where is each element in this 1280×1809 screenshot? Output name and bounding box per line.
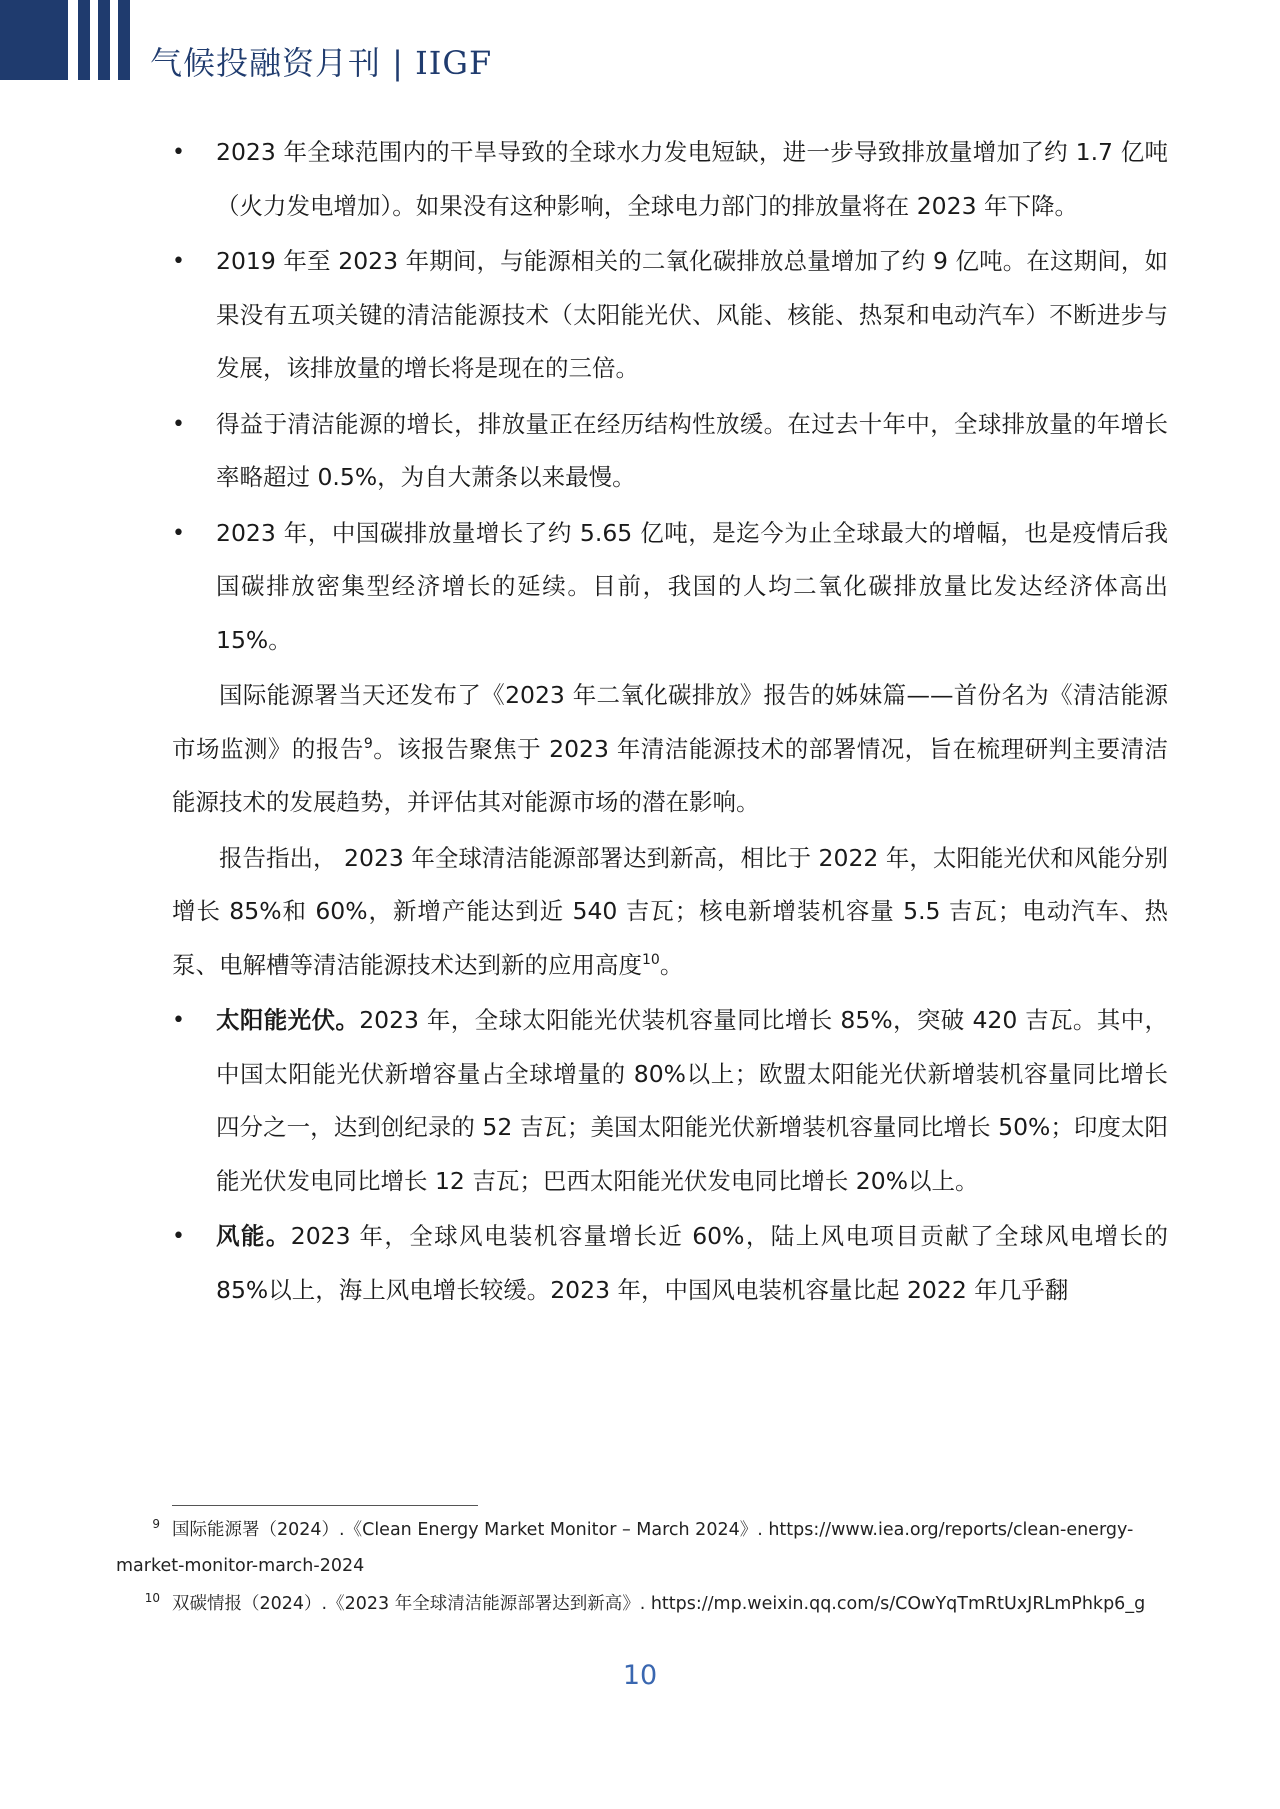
bullet-icon: • [172,1224,185,1249]
footnote: $^9$ 国际能源署（2024）.《Clean Energy Market Monitor – March 2024》. https://www.iea.org/reports/clean-energy-market-monitor-march-2024 [116,1517,1134,1576]
journal-title: 气候投融资月刊 | IIGF [150,44,493,82]
list-item: • 太阳能光伏。2023 年，全球太阳能光伏装机容量同比增长 85%，突破 420 吉瓦。其中，中国太阳能光伏新增容量占全球增量的 80%以上；欧盟太阳能光伏新增装机容量同比增长四分之一，达到创纪录的 52 吉瓦；美国太阳能光伏新增装机容量同比增长 50%；印度太阳能光伏发电同比增长 12 吉瓦；巴西太阳能光伏发电同比增长 20%以上。 [172,994,1168,1208]
bullet-icon: • [172,1008,185,1033]
footnote-ref[interactable]: 10 [642,951,660,968]
bullet-icon: • [172,411,185,437]
bullet-icon: • [172,249,185,274]
paragraph: 国际能源署当天还发布了《2023 年二氧化碳排放》报告的姊妹篇——首份名为《清洁能源市场监测》的报告$^9$。该报告聚焦于 2023 年清洁能源技术的部署情况，旨在梳理研判主要清洁能源技术的发展趋势，并评估其对能源市场的潜在影响。 [172,681,1169,816]
footnote-ref[interactable]: 9 [363,735,373,752]
list-item: • 风能。2023 年，全球风电装机容量增长近 60%，陆上风电项目贡献了全球风电增长的 85%以上，海上风电增长较缓。2023 年，中国风电装机容量比起 2022 年几乎翻 [172,1210,1168,1317]
bullet-icon: • [172,140,185,165]
paragraph: 报告指出， 2023 年全球清洁能源部署达到新高，相比于 2022 年，太阳能光伏和风能分别增长 85%和 60%，新增产能达到近 540 吉瓦；核电新增装机容量 5.5 吉瓦；电动汽车、热泵、电解槽等清洁能源技术达到新的应用高度$^{10}$。 [172,843,1168,979]
list-item: • 2023 年，中国碳排放量增长了约 5.65 亿吨，是迄今为止全球最大的增幅，也是疫情后我国碳排放密集型经济增长的延续。目前，我国的人均二氧化碳排放量比发达经济体高出 15%。 [172,507,1168,668]
page-number: 10 [622,1660,658,1691]
list-item: • 2019 年至 2023 年期间，与能源相关的二氧化碳排放总量增加了约 9 亿吨。在这期间，如果没有五项关键的清洁能源技术（太阳能光伏、风能、核能、热泵和电动汽车）不断进步与发展，该排放量的增长将是现在的三倍。 [172,235,1168,396]
article-body [172,126,1168,1319]
footnote-divider [172,1505,478,1506]
bullet-icon: • [172,520,185,546]
list-item: • 2023 年全球范围内的干旱导致的全球水力发电短缺，进一步导致排放量增加了约 1.7 亿吨（火力发电增加）。如果没有这种影响，全球电力部门的排放量将在 2023 年下降。 [172,126,1168,233]
footnote: $^{10}$ 双碳情报（2024）.《2023 年全球清洁能源部署达到新高》. https://mp.weixin.qq.com/s/COwYqTmRtUxJRLmPhkp6_g [144,1591,1146,1614]
list-item: • 得益于清洁能源的增长，排放量正在经历结构性放缓。在过去十年中，全球排放量的年增长率略超过 0.5%，为自大萧条以来最慢。 [172,398,1168,505]
